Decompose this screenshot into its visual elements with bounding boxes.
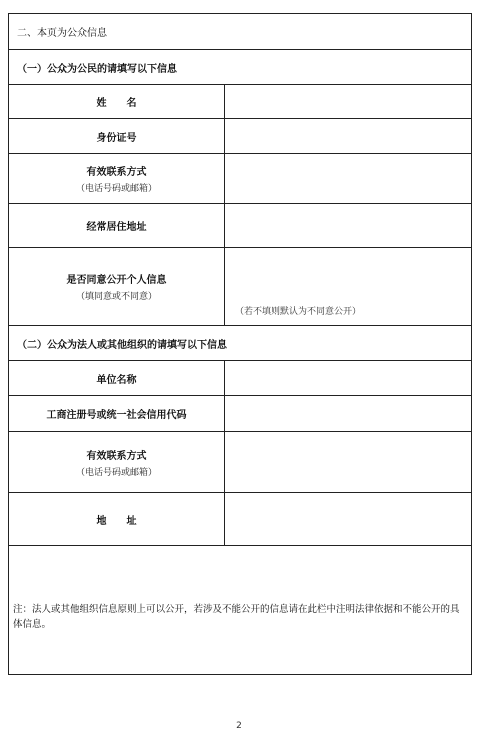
note-text: 注：法人或其他组织信息原则上可以公开，若涉及不能公开的信息请在此栏中注明法律依据和不能公开的具体信息。 xyxy=(13,604,460,630)
id-number-label-cell xyxy=(9,119,225,153)
address-label-cell xyxy=(9,204,225,247)
org-name-field[interactable] xyxy=(225,361,471,395)
org-name-label: 单位名称 xyxy=(96,374,137,386)
part1-heading: （一）公众为公民的请填写以下信息 xyxy=(17,63,177,75)
consent-label-cell xyxy=(9,248,225,325)
contact-label: 有效联系方式 xyxy=(86,167,147,178)
contact-row xyxy=(9,153,471,203)
id-number-label: 身份证号 xyxy=(96,132,137,144)
contact-field[interactable] xyxy=(225,154,471,203)
credit-code-row xyxy=(9,395,471,431)
org-contact-label-cell xyxy=(9,432,225,492)
org-contact-label: 有效联系方式 xyxy=(86,450,147,462)
credit-code-label: 工商注册号或统一社会信用代码 xyxy=(46,410,187,421)
consent-row xyxy=(9,247,471,325)
org-address-field[interactable] xyxy=(225,493,471,545)
org-contact-row xyxy=(9,431,471,492)
address-label: 经常居住地址 xyxy=(86,222,147,233)
part2-heading-row xyxy=(9,325,471,360)
name-field[interactable] xyxy=(225,85,471,118)
page-number: 2 xyxy=(236,721,242,731)
org-address-row xyxy=(9,492,471,545)
address-row xyxy=(9,203,471,247)
name-label: 姓 名 xyxy=(96,98,137,109)
part1-heading-row xyxy=(9,49,471,84)
contact-label-cell xyxy=(9,154,225,203)
consent-label: 是否同意公开个人信息 xyxy=(66,275,167,286)
section-title: 二、本页为公众信息 xyxy=(17,28,107,39)
name-label-cell xyxy=(9,85,225,118)
credit-code-field[interactable] xyxy=(225,396,471,431)
consent-sublabel: （填同意或不同意） xyxy=(75,292,157,302)
org-address-label-cell xyxy=(9,493,225,545)
credit-code-label-cell xyxy=(9,396,225,431)
name-row xyxy=(9,84,471,118)
consent-field[interactable] xyxy=(225,248,471,325)
public-info-form xyxy=(8,13,472,675)
org-address-label: 地 址 xyxy=(96,515,137,527)
org-name-row xyxy=(9,360,471,395)
section-title-row xyxy=(9,13,471,49)
id-number-field[interactable] xyxy=(225,119,471,153)
id-number-row xyxy=(9,118,471,153)
org-contact-field[interactable] xyxy=(225,432,471,492)
org-contact-sublabel: （电话号码或邮箱） xyxy=(75,467,157,478)
part2-heading: （二）公众为法人或其他组织的请填写以下信息 xyxy=(17,339,227,351)
consent-default-hint: （若不填则默认为不同意公开） xyxy=(235,307,362,317)
note-field[interactable] xyxy=(9,546,471,674)
address-field[interactable] xyxy=(225,204,471,247)
note-row xyxy=(9,545,471,675)
contact-sublabel: （电话号码或邮箱） xyxy=(75,184,157,194)
org-name-label-cell xyxy=(9,361,225,395)
